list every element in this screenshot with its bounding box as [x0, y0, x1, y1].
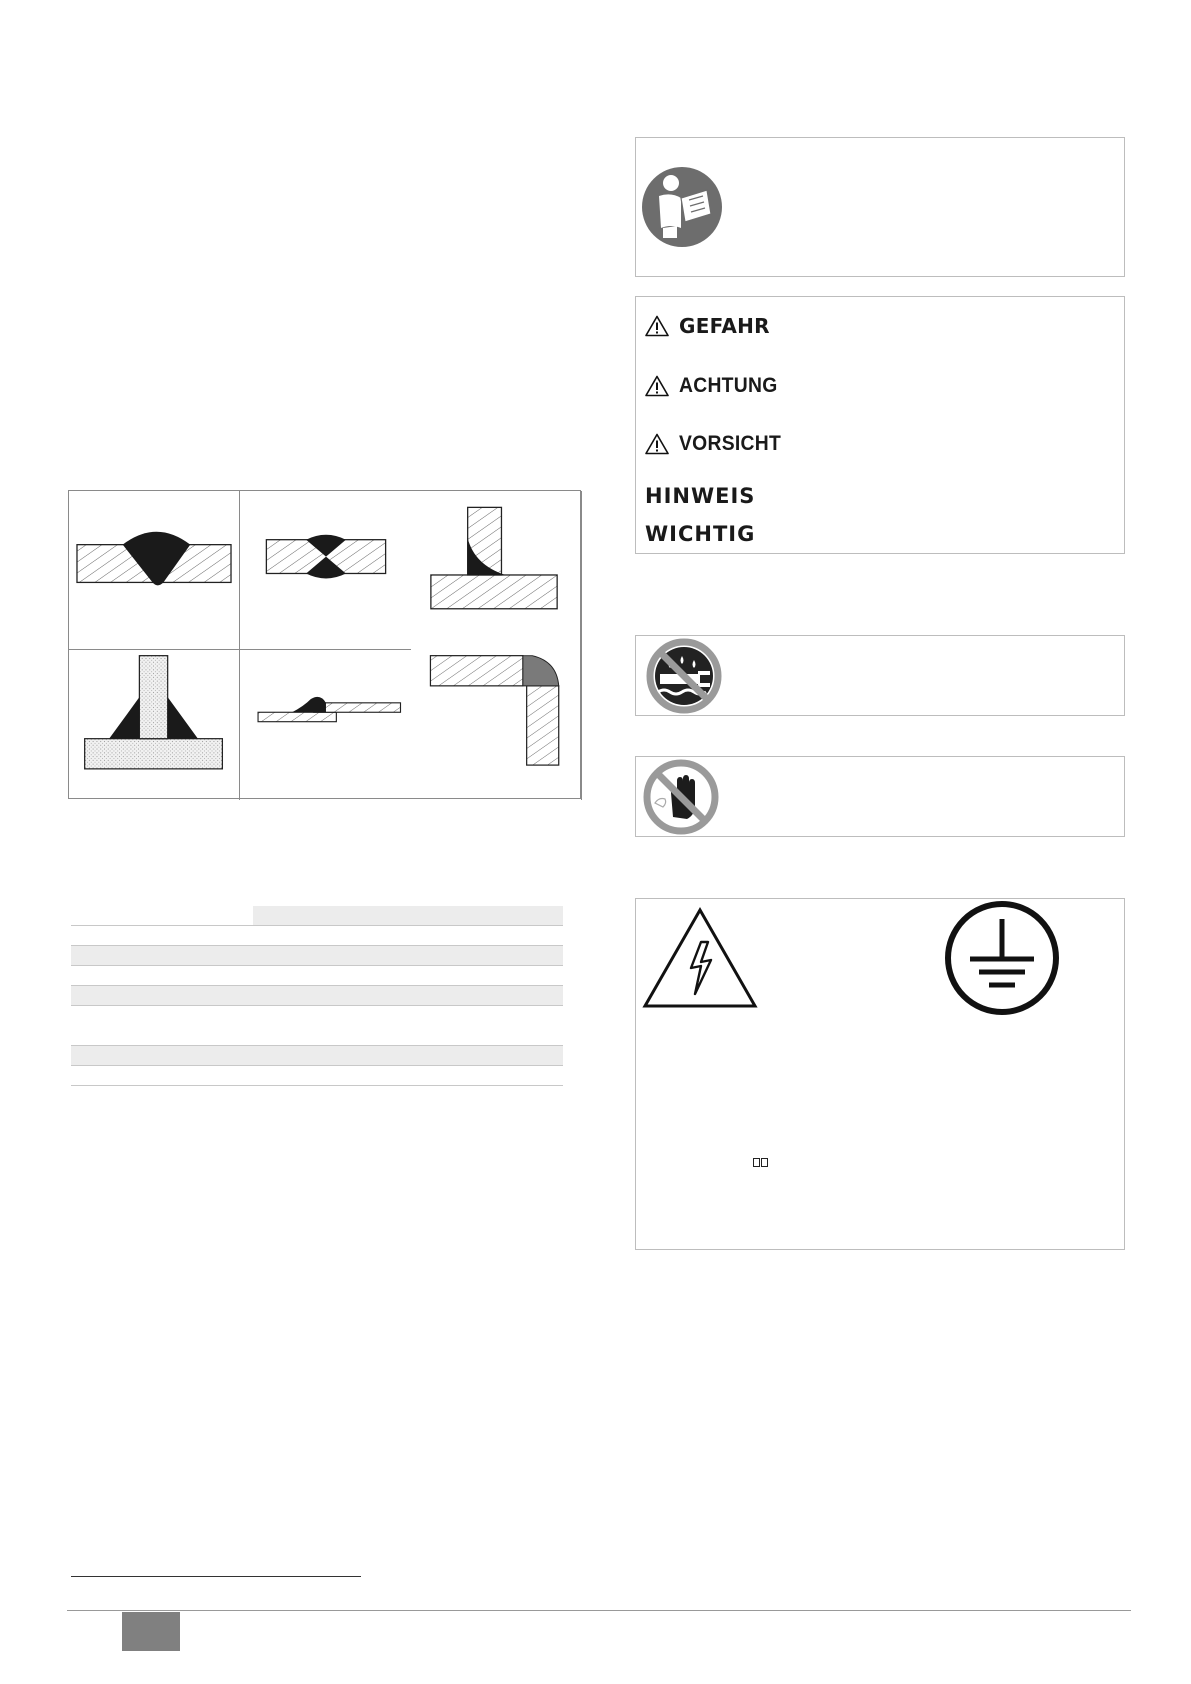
signal-row-caution	[645, 432, 790, 456]
high-voltage-warning-icon	[641, 906, 759, 1010]
weld-joint-grid	[68, 490, 581, 799]
weld-v-butt-joint	[69, 491, 240, 650]
missing-glyph-marker	[753, 1158, 768, 1167]
read-manual-box	[635, 137, 1125, 277]
table-row	[71, 1066, 563, 1086]
signal-row-important	[645, 522, 755, 546]
signal-word-notice: HINWEIS	[645, 484, 756, 508]
data-table	[71, 906, 563, 1086]
signal-row-danger	[645, 314, 770, 338]
weld-lap-joint	[240, 650, 411, 800]
weld-t-double-fillet	[69, 650, 240, 800]
signal-row-warning	[645, 374, 786, 398]
footnote-separator	[71, 1576, 361, 1577]
signal-word-warning: ACHTUNG	[679, 374, 778, 397]
read-manual-icon	[641, 166, 723, 248]
signal-row-notice	[645, 484, 755, 508]
table-row	[71, 966, 563, 986]
weld-corner-joint	[411, 650, 582, 800]
warning-triangle-icon	[645, 433, 669, 455]
table-row	[71, 926, 563, 946]
table-row	[71, 1006, 563, 1046]
do-not-touch-icon	[643, 759, 719, 835]
do-not-touch-box	[635, 756, 1125, 837]
footer-rule	[67, 1610, 1131, 1611]
table-row	[71, 986, 563, 1006]
page-number-box	[122, 1612, 180, 1651]
no-water-icon	[646, 638, 722, 714]
electrical-symbols-box	[635, 898, 1125, 1250]
table-row	[71, 1046, 563, 1066]
protective-earth-icon	[943, 899, 1061, 1017]
weld-t-single-fillet	[411, 491, 582, 650]
table-header-row	[71, 906, 563, 926]
signal-word-danger: GEFAHR	[679, 314, 770, 338]
no-water-box	[635, 635, 1125, 716]
signal-word-important: WICHTIG	[645, 522, 756, 546]
signal-words-box	[635, 296, 1125, 554]
table-row	[71, 946, 563, 966]
warning-triangle-icon	[645, 375, 669, 397]
warning-triangle-icon	[645, 315, 669, 337]
weld-x-butt-joint	[240, 491, 411, 650]
signal-word-caution: VORSICHT	[679, 432, 782, 455]
